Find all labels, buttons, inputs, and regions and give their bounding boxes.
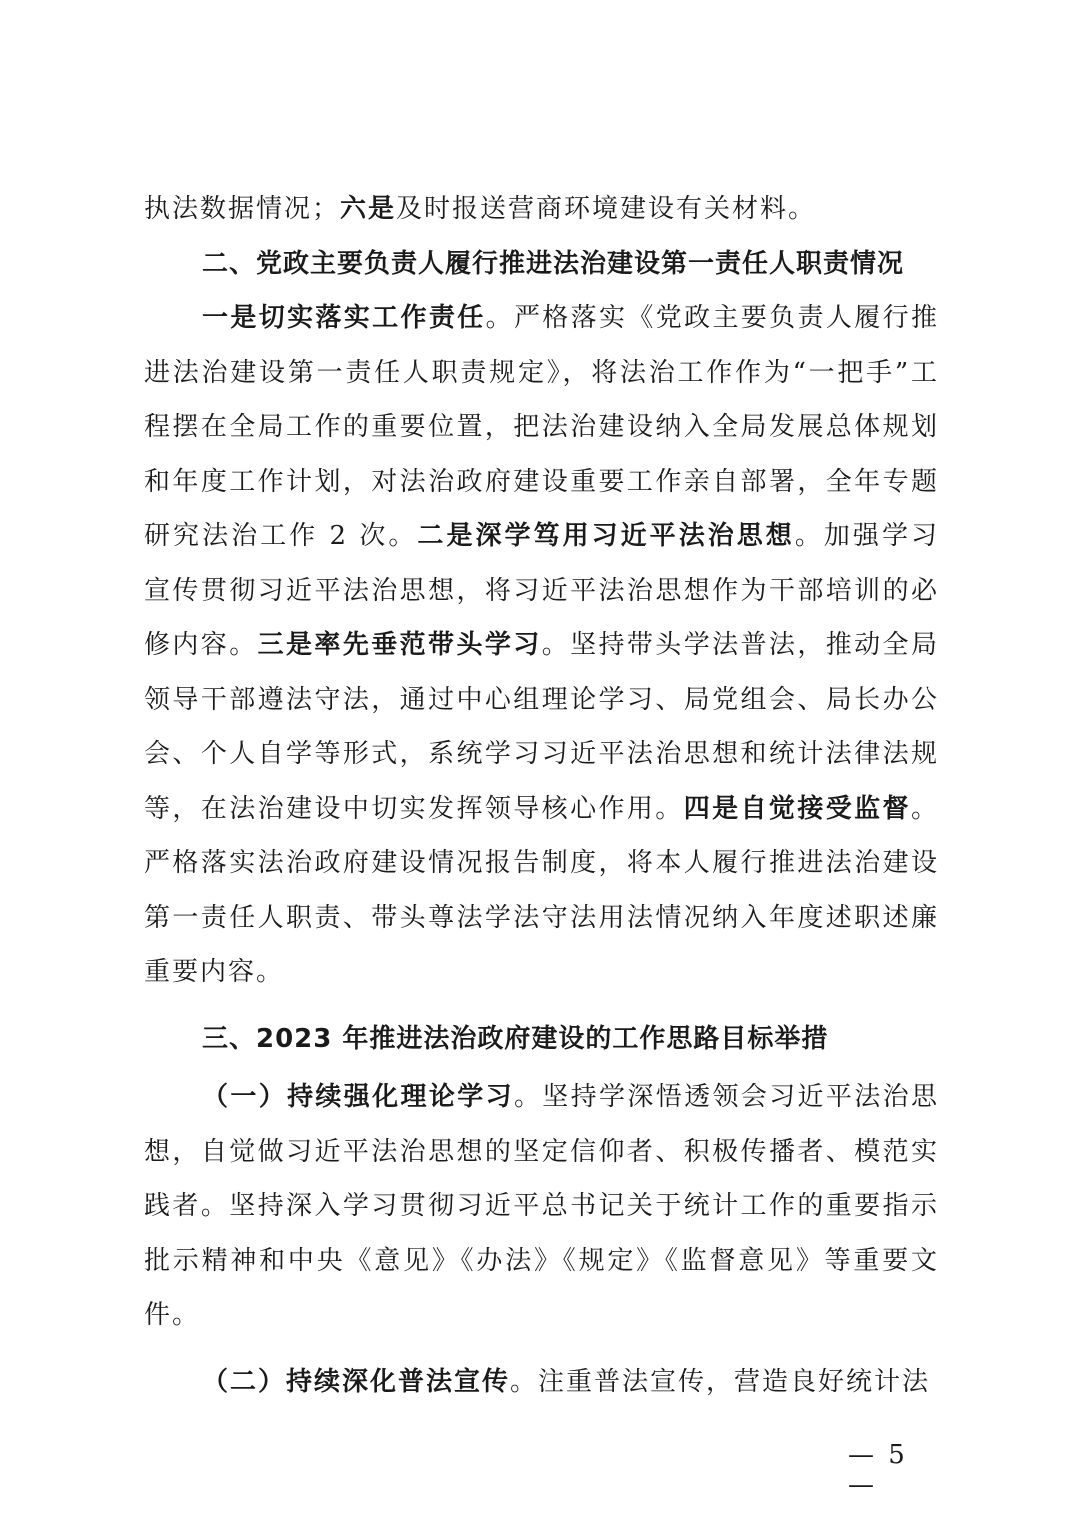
text-run: 。坚持学深悟透领会习近平法治思想，自觉做习近平法治思想的坚定信仰者、积极传播者、模范实践者。坚持深入学习贯彻习近平总书记关于统计工作的重要指示批示精神和中央《意见》《办法》《规定》《监督意见》等重要文件。	[144, 1082, 939, 1330]
emphasis-run: 一是切实落实工作责任	[202, 303, 486, 333]
text-run: 及时报送营商环境建设有关材料。	[396, 194, 817, 224]
text-run: 。加强学习宣传贯彻习近平法治思想，将习近平法治思想作为干部培训的必修内容。	[144, 521, 939, 660]
text-run: 。坚持带头学法普法，推动全局领导干部遵法守法，通过中心组理论学习、局党组会、局长办公会、个人自学等形式，系统学习习近平法治思想和统计法律法规等，在法治建设中切实发挥领导核心作用。	[144, 630, 939, 824]
section-heading-2: 二、党政主要负责人履行推进法治建设第一责任人职责情况	[202, 248, 905, 279]
emphasis-run: 四是自觉接受监督	[683, 793, 911, 824]
page-number: — 5 —	[848, 1440, 908, 1500]
body-text	[144, 182, 939, 1409]
emphasis-run: 二是深学笃用习近平法治思想	[417, 521, 795, 551]
paragraph-continuation	[144, 182, 939, 237]
emphasis-run: 三是率先垂范带头学习	[257, 630, 542, 660]
text-run: 。注重普法宣传，营造良好统计法	[510, 1366, 931, 1397]
paragraph-theory-study	[144, 1070, 939, 1343]
emphasis-run: （二）持续深化普法宣传	[202, 1366, 511, 1397]
text-run: 执法数据情况；	[144, 194, 341, 224]
emphasis-run: 六是	[340, 194, 397, 224]
paragraph-law-publicity	[144, 1355, 939, 1410]
paragraph-responsibilities	[144, 291, 939, 1000]
text-run: 。严格落实法治政府建设情况报告制度，将本人履行推进法治建设第一责任人职责、带头尊法学法守法用法情况纳入年度述职述廉重要内容。	[144, 793, 939, 987]
section-heading-3: 三、2023 年推进法治政府建设的工作思路目标举措	[202, 1023, 829, 1054]
text-run: 。严格落实《党政主要负责人履行推进法治建设第一责任人职责规定》，将法治工作作为“一把手”工程摆在全局工作的重要位置，把法治建设纳入全局发展总体规划和年度工作计划，对法治政府建设重要工作亲自部署，全年专题研究法治工作 2 次。	[144, 303, 939, 551]
emphasis-run: （一）持续强化理论学习	[202, 1082, 514, 1112]
